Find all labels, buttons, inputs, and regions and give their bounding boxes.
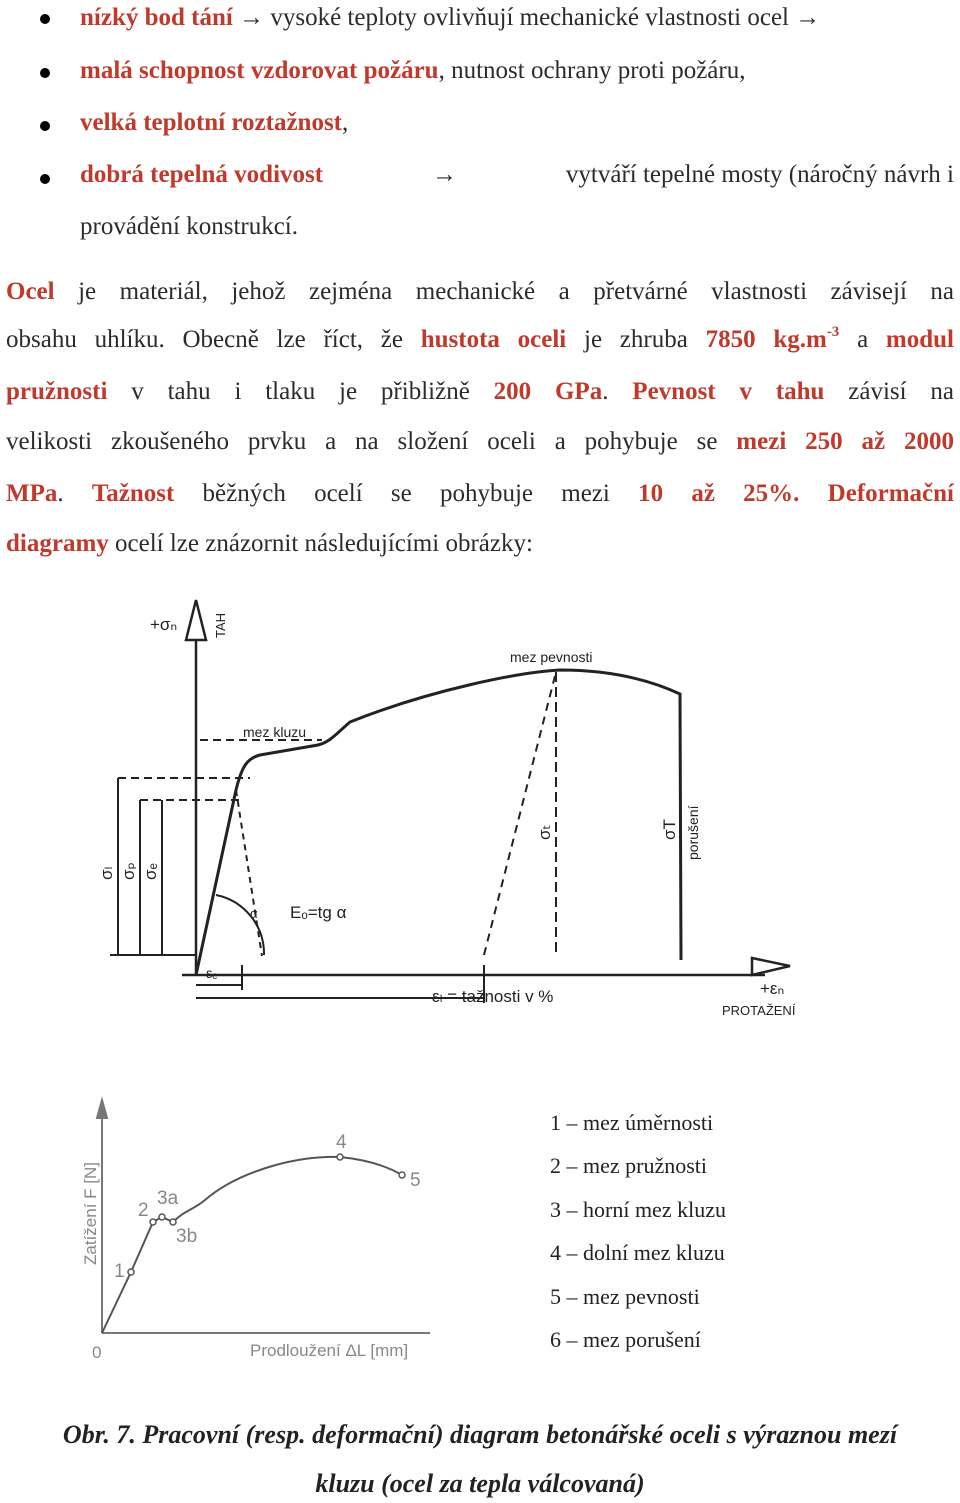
bullet-icon (40, 121, 50, 131)
point-4 (337, 1154, 343, 1160)
point-3b-label: 3b (176, 1226, 198, 1247)
bullet-item-1 (80, 4, 820, 32)
load-arrow-icon (97, 1100, 107, 1118)
alpha-label: α (250, 906, 258, 921)
paragraph-line: pružnosti v tahu i tlaku je přibližně 200 GPa. Pevnost v tahu závisí na (6, 378, 955, 405)
unloading-line (484, 672, 556, 955)
bullet-term: malá schopnost vzdorovat požáru (80, 57, 439, 84)
point-1-label: 1 (114, 1261, 125, 1282)
point-1 (128, 1269, 134, 1275)
elongation-axis-label: Prodloužení ΔL [mm] (250, 1341, 409, 1360)
epsilon-e-label: εₑ (206, 965, 218, 981)
protazeni-label: PROTAŽENÍ (722, 1003, 796, 1018)
arrow-icon: → (795, 4, 821, 31)
epsilon-arrow-icon (752, 958, 790, 975)
bullet-item-2 (80, 57, 745, 85)
bullet-icon (40, 14, 50, 24)
arrow-icon: → (432, 161, 457, 188)
bullet-text: vytváří tepelné mosty (náročný návrh i (565, 161, 954, 188)
sigma-axis-label: +σₙ (150, 615, 178, 634)
bullet-term: nízký bod tání (80, 4, 233, 31)
epsilon-axis-label: +εₙ (760, 979, 785, 998)
figure-caption-line-1: Obr. 7. Pracovní (resp. deformační) diagram betonářské oceli s výraznou mezí (62, 1420, 898, 1449)
bullet-icon (40, 68, 50, 78)
poruseni-label: porušení (685, 805, 701, 860)
point-3a-label: 3a (157, 1188, 179, 1209)
point-5 (399, 1172, 405, 1178)
stress-strain-curve (196, 670, 681, 975)
mez-kluzu-label: mez kluzu (243, 724, 307, 740)
bullet-text-continued: provádění konstrukcí. (80, 213, 299, 240)
paragraph-line: velikosti zkoušeného prvku a na složení oceli a pohybuje se mezi 250 až 2000 (6, 428, 954, 455)
point-4-label: 4 (336, 1132, 347, 1153)
bullet-item-3 (80, 109, 348, 137)
sigma-p-label: σₚ (119, 862, 138, 880)
bullet-term: velká teplotní roztažnost (80, 109, 343, 136)
paragraph-line: diagramy ocelí lze znázornit následujícími obrázky: (6, 530, 533, 557)
arrow-icon: → (239, 4, 265, 31)
load-elongation-diagram (0, 1090, 530, 1370)
diagram-legend (550, 1110, 726, 1370)
bullet-text: , (342, 109, 349, 136)
modulus-label: Eₒ=tg α (290, 903, 347, 922)
point-2-label: 2 (138, 1200, 149, 1221)
sigma-t-label: σT (660, 819, 679, 840)
legend-item: 4 – dolní mez kluzu (550, 1240, 725, 1266)
point-3a (159, 1214, 165, 1220)
point-5-label: 5 (410, 1170, 421, 1191)
legend-item: 1 – mez úměrnosti (550, 1110, 714, 1135)
origin-label: 0 (92, 1343, 102, 1362)
sigma-b-label: σₜ (535, 824, 554, 840)
point-2 (150, 1219, 156, 1225)
bullet-term: dobrá tepelná vodivost (80, 161, 324, 188)
paragraph-line: obsahu uhlíku. Obecně lze říct, že hustota oceli je zhruba 7850 $kg.m^{-3}$ a modul (6, 324, 955, 353)
bullet-text: , nutnost ochrany proti požáru, (438, 57, 746, 84)
legend-item: 2 – mez pružnosti (550, 1153, 708, 1179)
legend-item: 5 – mez pevnosti (550, 1283, 700, 1309)
load-curve (102, 1157, 402, 1333)
point-3b (170, 1219, 176, 1225)
legend-item: 3 – horní mez kluzu (550, 1196, 726, 1222)
sigma-l-label: σₗ (97, 866, 116, 880)
bullet-text: vysoké teploty ovlivňují mechanické vlastnosti ocel (270, 4, 789, 31)
tah-label: TAH (213, 612, 228, 638)
sigma-arrow-icon (186, 600, 206, 640)
sigma-e-label: σₑ (141, 863, 160, 880)
paragraph-line: MPa. Tažnost běžných ocelí se pohybuje mezi 10 až 25%. Deformační (6, 480, 955, 507)
paragraph-line: Ocel je materiál, jehož zejména mechanické a přetvárné vlastnosti závisejí na (6, 278, 954, 305)
legend-item: 6 – mez porušení (550, 1326, 701, 1352)
figure-caption-line-2: kluzu (ocel za tepla válcovaná) (315, 1469, 645, 1498)
bullet-icon (40, 174, 50, 184)
load-axis-label: Zatížení F [N] (81, 1162, 100, 1265)
mez-pevnosti-label: mez pevnosti (510, 649, 593, 665)
stress-strain-diagram (0, 580, 960, 1060)
epsilon-l-label: εₗ = tažnosti v % (432, 987, 554, 1006)
bullet-item-4 (80, 161, 954, 189)
